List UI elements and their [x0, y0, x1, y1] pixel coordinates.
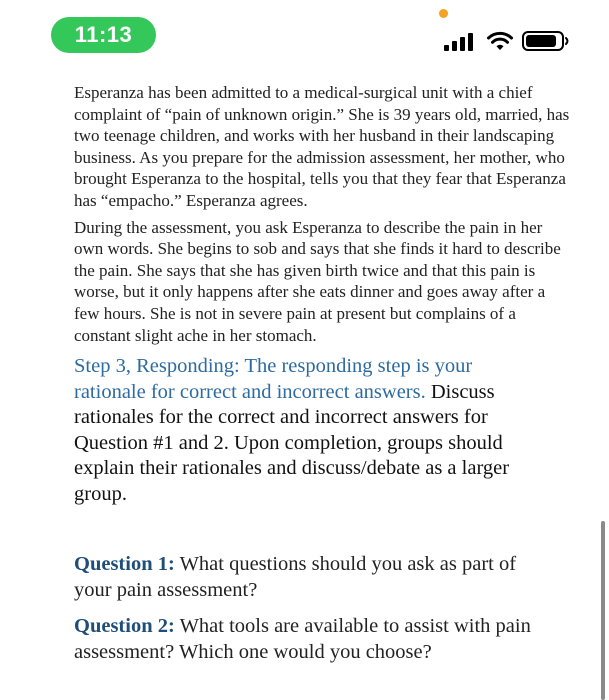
scenario-paragraph-2: During the assessment, you ask Esperanza to describe the pain in her own words. She begins to sob and says that she finds it hard to describe the pain. She says that she has given birth twice and that this pain is worse, but it only happens after she eats dinner and goes away after a few hours. She is not in severe pain at present but complains of a constant slight ache in her stomach.	[74, 217, 561, 345]
question-1-text: What questions should you ask as part of your pain assessment?	[74, 553, 517, 602]
scenario-paragraph-1: Esperanza has been admitted to a medical-surgical unit with a chief complaint of “pain of unknown origin.” She is 39 years old, married, has two teenage children, and works with her husband in their landscaping business. As you prepare for the admission assessment, her mother, who brought Esperanza to the hospital, tells you that they fear that Esperanza has “empacho.” Esperanza agrees.	[74, 83, 570, 210]
question-2-label: Question 2:	[74, 615, 175, 638]
battery-icon	[522, 31, 570, 51]
wifi-icon	[486, 30, 514, 52]
call-time-pill[interactable]: 11:13	[51, 17, 156, 53]
step-3-body: Discuss rationales for the correct and incorrect answers for Question #1 and 2. Upon completion, groups should explain their rationales and discuss/debate as a larger group.	[74, 380, 510, 505]
step-3-instructions	[74, 354, 544, 507]
question-1-label: Question 1:	[74, 553, 175, 576]
status-bar	[0, 0, 609, 70]
step-3-heading: Step 3, Responding: The responding step is your rationale for correct and incorrect answers.	[74, 355, 473, 403]
signal-icon	[444, 33, 476, 51]
question-1	[74, 551, 554, 603]
privacy-indicator-dot	[439, 9, 448, 18]
question-2	[74, 613, 554, 665]
scrollbar-thumb[interactable]	[601, 521, 605, 700]
question-2-text: What tools are available to assist with pain assessment? Which one would you choose?	[74, 615, 531, 664]
document-body	[74, 82, 574, 665]
